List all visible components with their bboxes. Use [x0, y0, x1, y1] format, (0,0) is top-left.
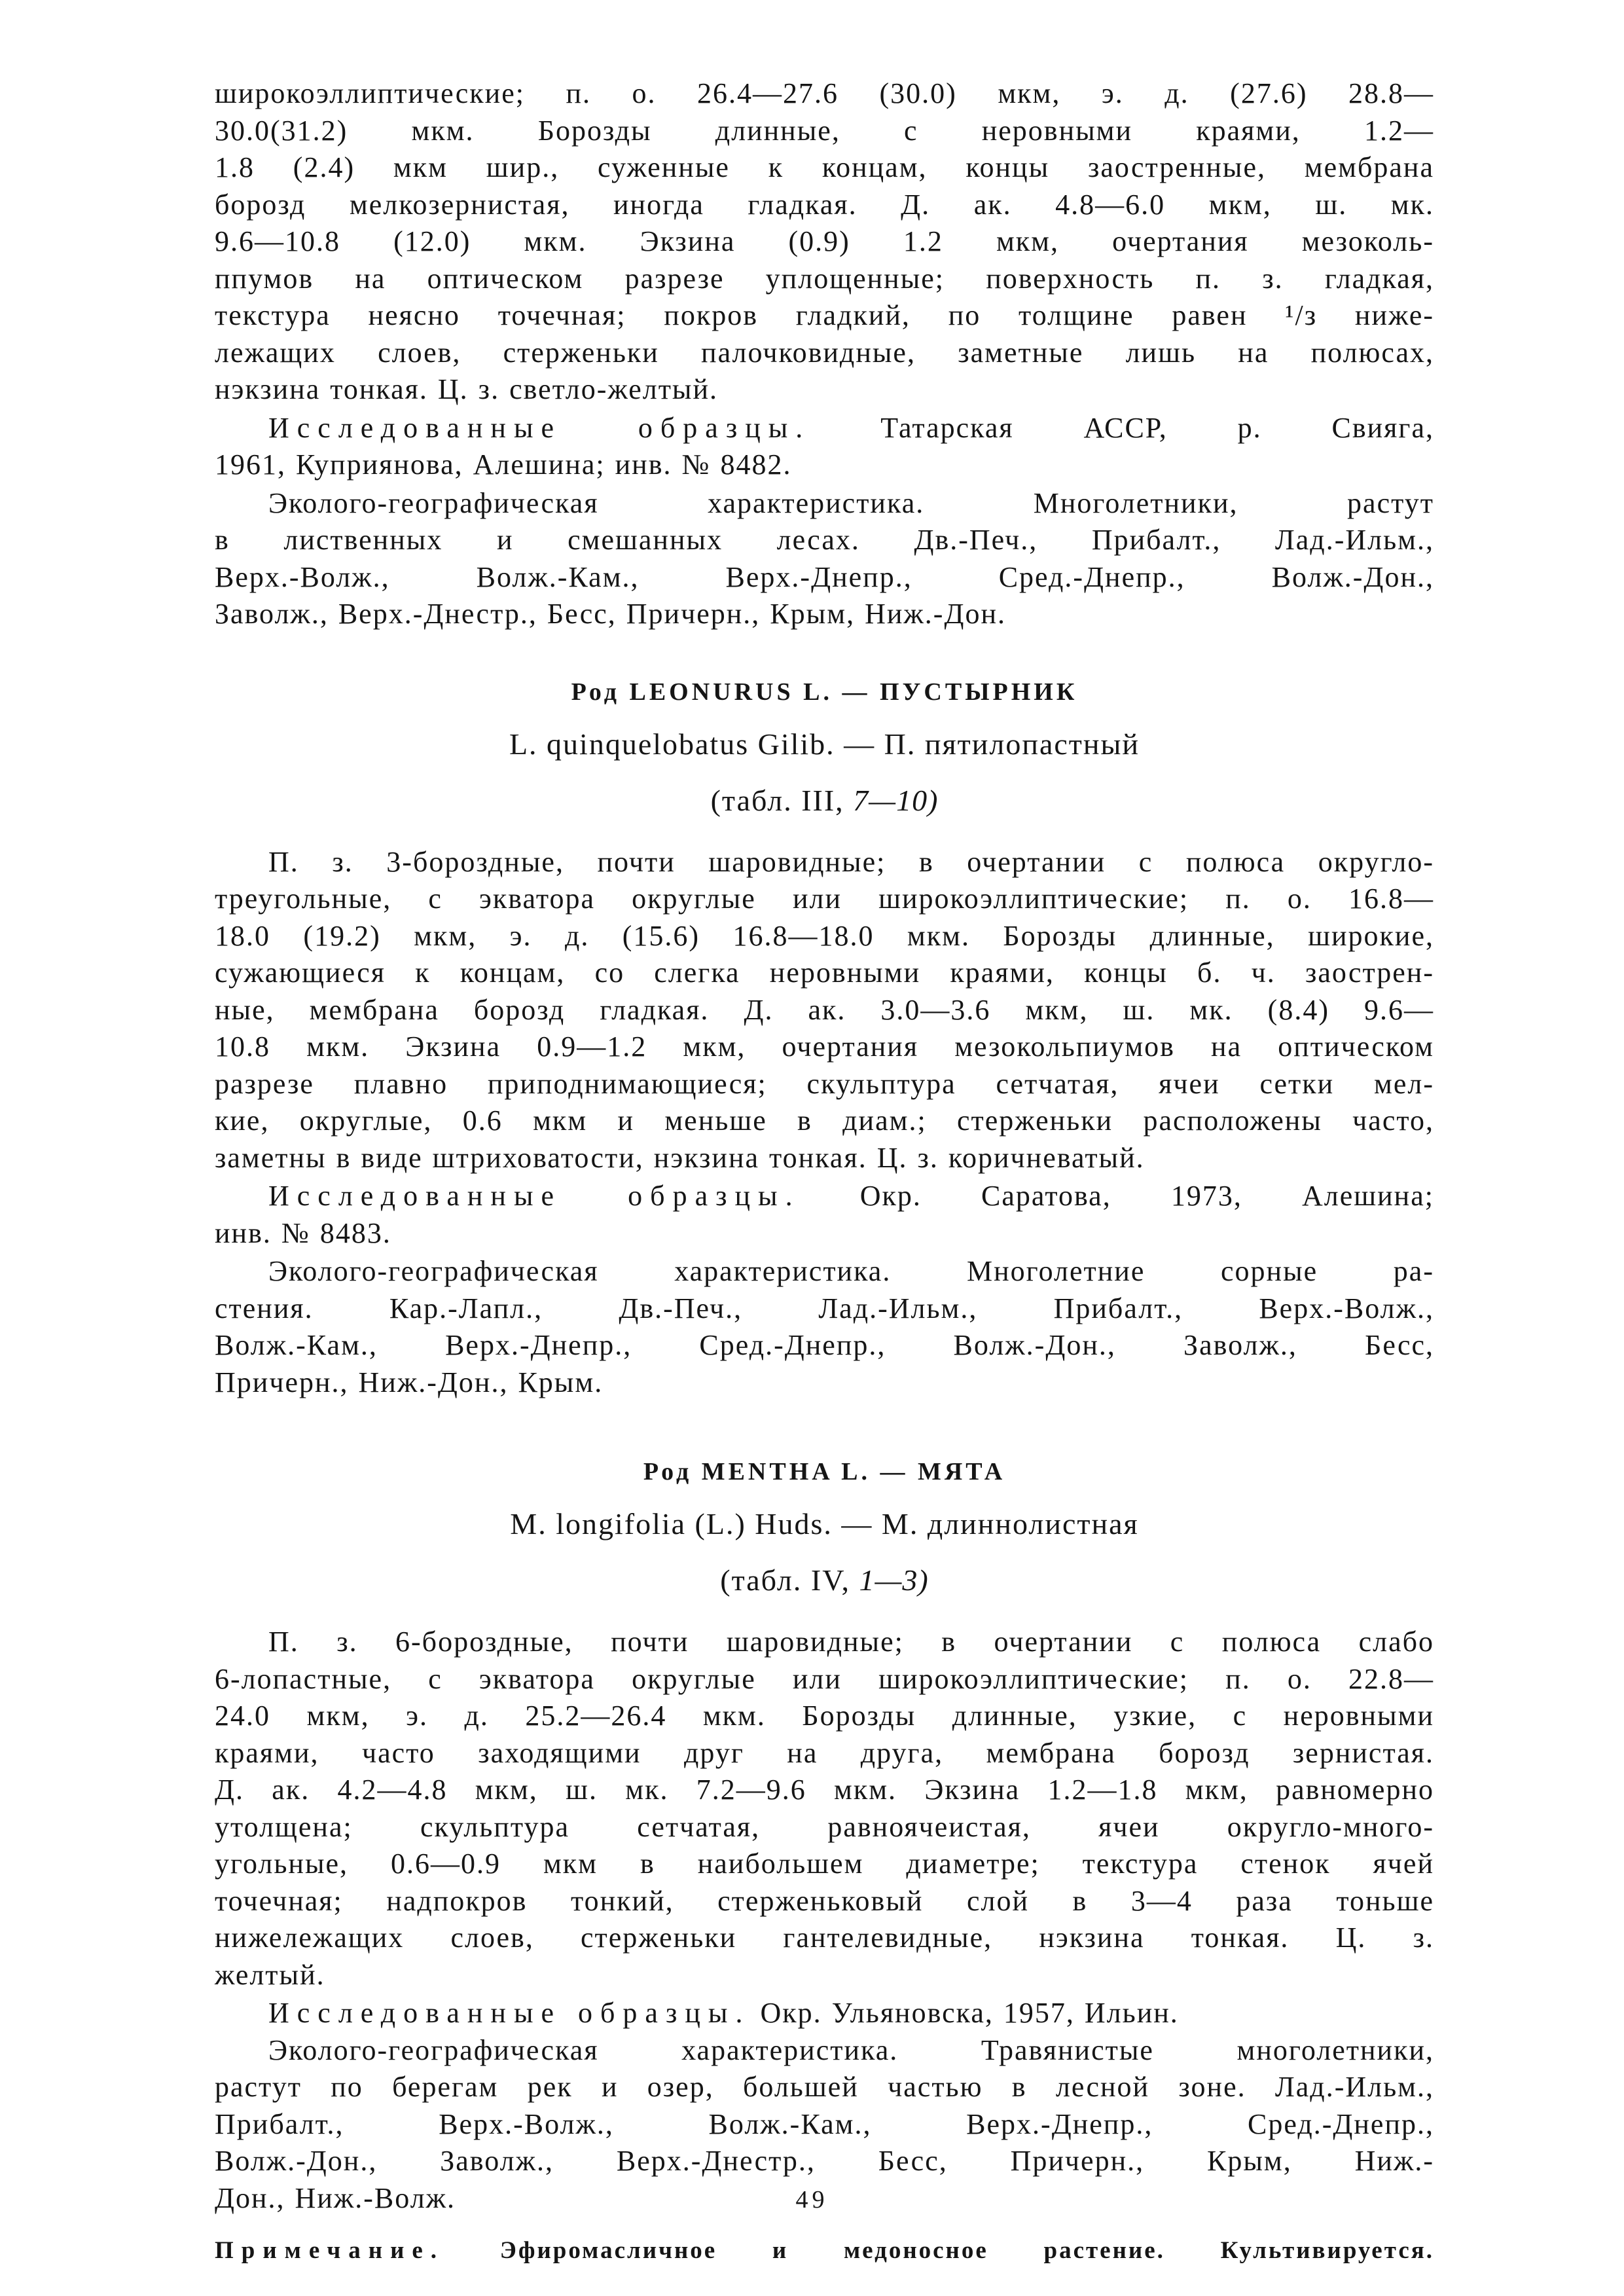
intro-line: лежащих слоев, стерженьки палочковидные, заметные лишь на полюсах, — [215, 336, 1434, 369]
description-line: точечная; надпокров тонкий, стерженьковый слой в 3—4 раза тоньше — [215, 1884, 1434, 1917]
table-ref-figures: 7—10) — [853, 783, 939, 817]
table-ref-figures: 1—3) — [859, 1563, 929, 1597]
description-line: угольные, 0.6—0.9 мкм в наибольшем диаметре; текстура стенок ячей — [215, 1848, 1434, 1880]
description-line: ные, мембрана борозд гладкая. Д. ак. 3.0—3.6 мкм, ш. мк. (8.4) 9.6— — [215, 993, 1434, 1026]
intro-line: текстура неясно точечная; покров гладкий, по толщине равен ¹/з ниже- — [215, 299, 1434, 331]
mentha-section — [215, 1457, 1434, 2265]
description-line: П. з. 6-бороздные, почти шаровидные; в очертании с полюса слабо — [268, 1626, 1434, 1658]
samples-line — [215, 1995, 1434, 2032]
samples-label: Исследованные образцы. — [268, 411, 811, 444]
description-line: сужающиеся к концам, со слегка неровными краями, концы б. ч. заострен- — [215, 957, 1434, 989]
ecology-line: Заволж., Верх.-Днестр., Бесс, Причерн., Крым, Ниж.-Дон. — [215, 598, 1006, 630]
ecology-line: Верх.-Волж., Волж.-Кам., Верх.-Днепр., Сред.-Днепр., Волж.-Дон., — [215, 560, 1434, 593]
intro-line: 30.0(31.2) мкм. Борозды длинные, с неровными краями, 1.2— — [215, 114, 1434, 147]
description-line: нижележащих слоев, стерженьки гантелевидные, нэкзина тонкая. Ц. з. — [215, 1922, 1434, 1954]
samples-text: Окр. Ульяновска, 1957, Ильин. — [760, 1997, 1179, 2029]
intro-line: широкоэллиптические; п. о. 26.4—27.6 (30.0) мкм, э. д. (27.6) 28.8— — [215, 77, 1434, 109]
description-line: треугольные, с экватора округлые или широкоэллиптические; п. о. 16.8— — [215, 883, 1434, 915]
species-title: M. longifolia (L.) Huds. — М. длиннолистная — [510, 1507, 1139, 1540]
description-line: Д. ак. 4.2—4.8 мкм, ш. мк. 7.2—9.6 мкм. Экзина 1.2—1.8 мкм, равномерно — [215, 1774, 1434, 1806]
ecology-line: Эколого-географическая характеристика. Многолетники, растут — [268, 486, 1434, 519]
ecology-line: Волж.-Кам., Верх.-Днепр., Сред.-Днепр., Волж.-Дон., Заволж., Бесс, — [215, 1329, 1434, 1361]
samples-line: 1961, Куприянова, Алешина; инв. № 8482. — [215, 448, 792, 481]
description-line: желтый. — [215, 1958, 325, 1991]
note-label: Примечание. — [215, 2237, 445, 2264]
table-reference — [215, 1562, 1434, 1599]
description-line: разрезе плавно приподнимающиеся; скульптура сетчатая, ячеи сетки мел- — [215, 1067, 1434, 1100]
ecology-line: растут по берегам рек и озер, большей частью в лесной зоне. Лад.-Ильм., — [215, 2071, 1434, 2103]
genus-heading: Род MENTHA L. — МЯТА — [643, 1458, 1006, 1485]
intro-line: ппумов на оптическом разрезе уплощенные; поверхность п. з. гладкая, — [215, 262, 1434, 295]
description-line: 10.8 мкм. Экзина 0.9—1.2 мкм, очертания мезокольпиумов на оптическом — [215, 1030, 1434, 1063]
description-line: краями, часто заходящими друг на друга, мембрана борозд зернистая. — [215, 1736, 1434, 1769]
description-line: заметны в виде штриховатости, нэкзина тонкая. Ц. з. коричневатый. — [215, 1141, 1145, 1174]
samples-label: Исследованные образцы. — [268, 1997, 751, 2029]
species-title: L. quinquelobatus Gilib. — П. пятилопастный — [509, 727, 1140, 761]
ecology-line: Прибалт., Верх.-Волж., Волж.-Кам., Верх.-Днепр., Сред.-Днепр., — [215, 2107, 1434, 2140]
ecology-line: Волж.-Дон., Заволж., Верх.-Днестр., Бесс, Причерн., Крым, Ниж.- — [215, 2145, 1434, 2177]
table-ref-prefix: (табл. IV, — [720, 1563, 859, 1597]
ecology-line: Эколого-географическая характеристика. Травянистые многолетники, — [268, 2033, 1434, 2066]
note — [215, 2236, 1434, 2265]
description-line: кие, округлые, 0.6 мкм и меньше в диам.; стерженьки расположены часто, — [215, 1104, 1434, 1137]
samples-line: инв. № 8483. — [215, 1216, 391, 1249]
description-line: утолщена; скульптура сетчатая, равноячеистая, ячеи округло-много- — [215, 1810, 1434, 1843]
ecology-line: в лиственных и смешанных лесах. Дв.-Печ., Прибалт., Лад.-Ильм., — [215, 524, 1434, 556]
intro-line: 1.8 (2.4) мкм шир., суженные к концам, концы заостренные, мембрана — [215, 151, 1434, 183]
ecology-line: Эколого-географическая характеристика. Многолетние сорные ра- — [268, 1255, 1434, 1287]
ecology-line: Дон., Ниж.-Волж. — [215, 2181, 456, 2214]
description-line: 6-лопастные, с экватора округлые или широкоэллиптические; п. о. 22.8— — [215, 1662, 1434, 1695]
intro-line: борозд мелкозернистая, иногда гладкая. Д. ак. 4.8—6.0 мкм, ш. мк. — [215, 188, 1434, 221]
samples-text: Татарская АССР, р. Свияга, — [880, 411, 1434, 444]
page-number: 49 — [795, 2186, 829, 2214]
table-reference — [215, 782, 1434, 819]
note-text: Эфиромасличное и медоносное растение. Культивируется. — [499, 2237, 1435, 2264]
samples-text: Окр. Саратова, 1973, Алешина; — [859, 1180, 1434, 1212]
leonurus-section — [215, 678, 1434, 1402]
description-line: 24.0 мкм, э. д. 25.2—26.4 мкм. Борозды длинные, узкие, с неровными — [215, 1700, 1434, 1732]
ecology-line: стения. Кар.-Лапл., Дв.-Печ., Лад.-Ильм., Прибалт., Верх.-Волж., — [215, 1292, 1434, 1324]
samples-label: Исследованные образцы. — [268, 1180, 801, 1212]
samples-line — [215, 410, 1434, 447]
description-line: П. з. 3-бороздные, почти шаровидные; в очертании с полюса округло- — [268, 845, 1434, 878]
ecology-line: Причерн., Ниж.-Дон., Крым. — [215, 1366, 604, 1398]
samples-line — [215, 1178, 1434, 1215]
intro-line: 9.6—10.8 (12.0) мкм. Экзина (0.9) 1.2 мкм, очертания мезоколь- — [215, 225, 1434, 257]
intro-line: нэкзина тонкая. Ц. з. светло-желтый. — [215, 373, 719, 405]
table-ref-prefix: (табл. III, — [710, 783, 854, 817]
intro-section — [215, 75, 1434, 633]
genus-heading: Род LEONURUS L. — ПУСТЫРНИК — [571, 678, 1078, 706]
description-line: 18.0 (19.2) мкм, э. д. (15.6) 16.8—18.0 мкм. Борозды длинные, широкие, — [215, 919, 1434, 952]
